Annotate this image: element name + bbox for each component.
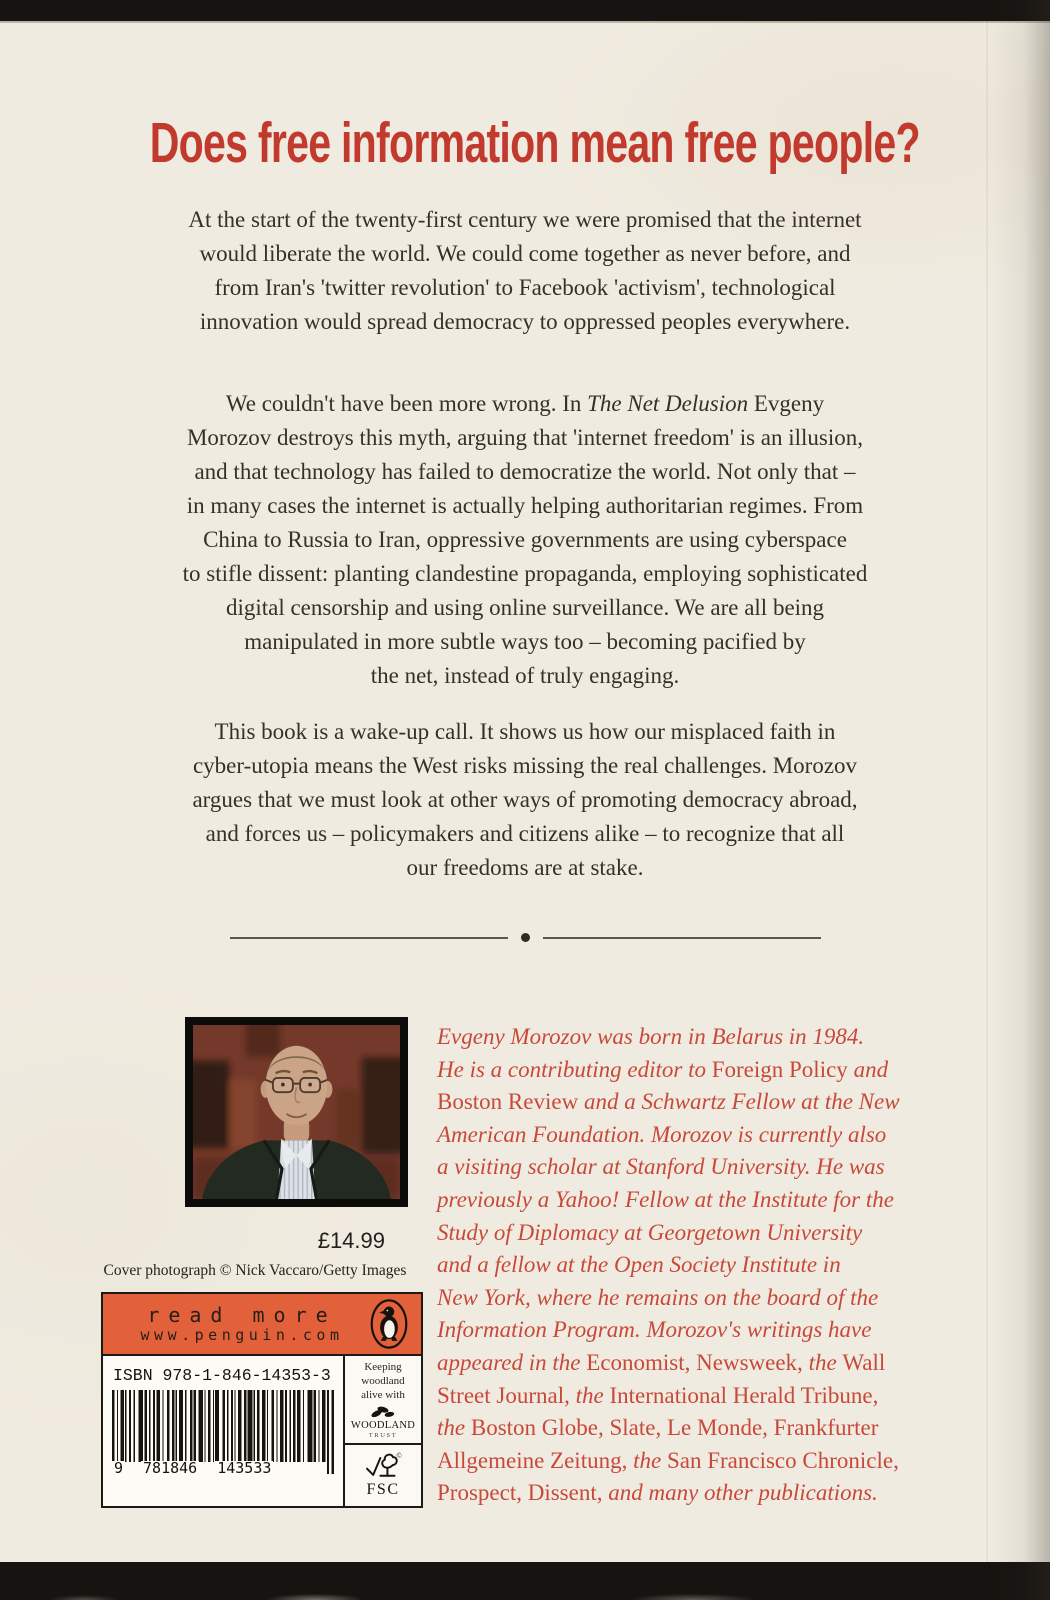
price-label: £14.99	[317, 1228, 385, 1253]
page-edge-shadow	[992, 0, 1050, 1600]
barcode-digit-group: 9	[114, 1459, 124, 1477]
fsc-tree-icon	[363, 1450, 403, 1482]
isbn-barcode	[103, 1356, 343, 1506]
woodland-tagline: Keeping woodland alive with	[361, 1361, 405, 1401]
divider-line-left	[230, 937, 508, 939]
scan-edge-bottom	[0, 1562, 1050, 1600]
fsc-copyright: ©	[396, 1452, 402, 1460]
fsc-badge	[345, 1445, 421, 1506]
oak-leaves-icon	[369, 1404, 397, 1420]
publisher-block	[101, 1292, 423, 1508]
section-divider	[105, 933, 945, 942]
page-crease	[986, 21, 988, 1562]
author-photo	[185, 1017, 408, 1207]
penguin-url: www.penguin.com	[140, 1326, 344, 1344]
blurb-paragraph-3: This book is a wake-up call. It shows us how our misplaced faith in cyber-utopia means the West risks missing the real challenges. Morozov argues that we must look at other ways of promoting democracy abroad, and forces us – policymakers and citizens alike – to recognize that all our freedoms are at stake.	[192, 719, 858, 880]
author-portrait-illustration	[193, 1025, 400, 1199]
blurb-paragraph-2: We couldn't have been more wrong. In The Net Delusion Evgeny Morozov destroys this myth, arguing that 'internet freedom' is an illusion, and that technology has failed to democratize the world. Not only that – in many cases the internet is actually helping authoritarian regimes. From China to Russia to Iran, oppressive governments are using cyberspace to stifle dissent: planting clandestine propaganda, employing sophisticated digital censorship and using online surveillance. We are all being manipulated in more subtle ways too – becoming pacified by the net, instead of truly engaging.	[182, 391, 868, 688]
divider-dot-icon	[521, 933, 530, 942]
certification-column	[343, 1356, 421, 1506]
barcode-digit-group: 781846	[143, 1459, 198, 1477]
penguin-logo-icon	[367, 1297, 411, 1351]
barcode-digit-group: 143533	[217, 1459, 272, 1477]
isbn-label: ISBN 978-1-846-14353-3	[113, 1366, 331, 1385]
headline	[0, 110, 1050, 176]
headline-text: Does free information mean free people?	[149, 111, 920, 175]
woodland-name: WOODLAND	[350, 1420, 416, 1432]
divider-line-right	[543, 937, 821, 939]
fsc-label: FSC	[366, 1481, 400, 1498]
author-bio: Evgeny Morozov was born in Belarus in 1984. He is a contributing editor to Foreign Policy and Boston Review and a Schwartz Fellow at the New American Foundation. Morozov is currently also a visiting scholar at Stanford University. He was previously a Yahoo! Fellow at the Institute for the Study of Diplomacy at Georgetown University and a fellow at the Open Society Institute in New York, where he remains on the board of the Information Program. Morozov's writings have appeared in the Economist, Newsweek, the Wall Street Journal, the International Herald Tribune, the Boston Globe, Slate, Le Monde, Frankfurter Allgemeine Zeitung, the San Francisco Chronicle, Prospect, Dissent, and many other publications.	[437, 1024, 900, 1506]
woodland-trust-badge	[345, 1356, 421, 1445]
scan-edge-top	[0, 0, 1050, 21]
barcode-and-certs	[103, 1356, 421, 1506]
barcode-digits	[112, 1461, 334, 1476]
photo-credit: Cover photograph © Nick Vaccaro/Getty Images	[103, 1262, 407, 1279]
woodland-sub: TRUST	[368, 1431, 398, 1439]
read-more-banner	[103, 1294, 421, 1356]
blurb-paragraph-1: At the start of the twenty-first century we were promised that the internet would liberate the world. We could come together as never before, and from Iran's 'twitter revolution' to Facebook 'activism', technological innovation would spread democracy to oppressed peoples everywhere.	[188, 207, 862, 334]
read-more-text	[117, 1304, 367, 1344]
read-more-label: read more	[147, 1303, 337, 1327]
